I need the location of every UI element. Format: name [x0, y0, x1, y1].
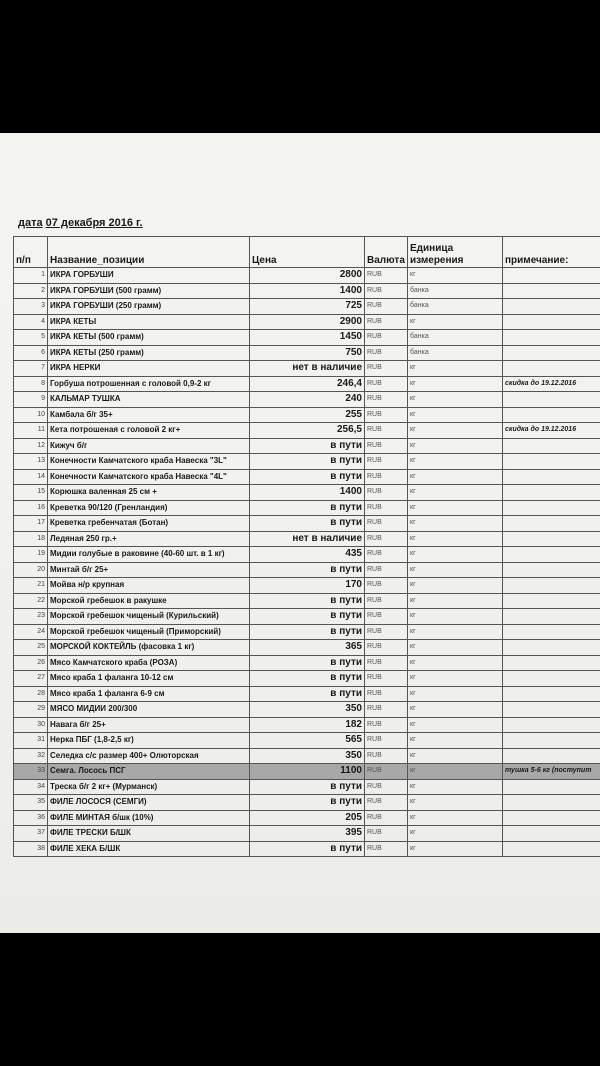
- table-row: [14, 454, 600, 470]
- item-unit: кг: [408, 609, 503, 625]
- item-unit: кг: [408, 438, 503, 454]
- item-currency: RUB: [365, 361, 408, 377]
- row-number: 12: [14, 438, 48, 454]
- item-note: [503, 454, 600, 470]
- item-name: ИКРА НЕРКИ: [48, 361, 250, 377]
- row-number: 17: [14, 516, 48, 532]
- table-row: [14, 640, 600, 656]
- item-name: ФИЛЕ МИНТАЯ б/шк (10%): [48, 810, 250, 826]
- item-price: 256,5: [250, 423, 365, 439]
- row-number: 14: [14, 469, 48, 485]
- item-price: 365: [250, 640, 365, 656]
- item-unit: кг: [408, 423, 503, 439]
- item-note: [503, 314, 600, 330]
- table-row: [14, 562, 600, 578]
- item-currency: RUB: [365, 407, 408, 423]
- row-number: 13: [14, 454, 48, 470]
- date-line: [18, 217, 143, 229]
- item-price: 1450: [250, 330, 365, 346]
- table-row: [14, 779, 600, 795]
- item-name: Мойва н/р крупная: [48, 578, 250, 594]
- item-price: в пути: [250, 562, 365, 578]
- item-name: Навага б/г 25+: [48, 717, 250, 733]
- item-note: [503, 655, 600, 671]
- item-price: 750: [250, 345, 365, 361]
- table-row: [14, 826, 600, 842]
- item-price: 1400: [250, 283, 365, 299]
- item-unit: кг: [408, 500, 503, 516]
- item-currency: RUB: [365, 764, 408, 780]
- item-price: 246,4: [250, 376, 365, 392]
- item-price: в пути: [250, 779, 365, 795]
- row-number: 5: [14, 330, 48, 346]
- item-unit: кг: [408, 671, 503, 687]
- item-price: 205: [250, 810, 365, 826]
- item-price: 350: [250, 748, 365, 764]
- item-unit: кг: [408, 547, 503, 563]
- item-price: в пути: [250, 655, 365, 671]
- item-name: Морской гребешок чищеный (Приморский): [48, 624, 250, 640]
- item-name: ФИЛЕ ТРЕСКИ Б/ШК: [48, 826, 250, 842]
- item-name: ФИЛЕ ХЕКА Б/ШК: [48, 841, 250, 857]
- row-number: 34: [14, 779, 48, 795]
- item-name: Мясо краба 1 фаланга 10-12 см: [48, 671, 250, 687]
- item-unit: кг: [408, 376, 503, 392]
- item-name: Морской гребешок чищеный (Курильский): [48, 609, 250, 625]
- item-name: Камбала б/г 35+: [48, 407, 250, 423]
- item-price: в пути: [250, 609, 365, 625]
- item-unit: кг: [408, 578, 503, 594]
- row-number: 22: [14, 593, 48, 609]
- row-number: 29: [14, 702, 48, 718]
- item-note: [503, 810, 600, 826]
- table-row: [14, 702, 600, 718]
- header-price: Цена: [250, 237, 365, 268]
- item-currency: RUB: [365, 686, 408, 702]
- item-currency: RUB: [365, 392, 408, 408]
- item-note: [503, 671, 600, 687]
- item-currency: RUB: [365, 516, 408, 532]
- item-note: [503, 795, 600, 811]
- table-row: [14, 593, 600, 609]
- item-currency: RUB: [365, 733, 408, 749]
- item-note: [503, 733, 600, 749]
- item-unit: кг: [408, 593, 503, 609]
- item-currency: RUB: [365, 469, 408, 485]
- item-unit: кг: [408, 717, 503, 733]
- item-unit: кг: [408, 531, 503, 547]
- row-number: 20: [14, 562, 48, 578]
- paper-sheet: [0, 133, 600, 933]
- item-price: 170: [250, 578, 365, 594]
- item-currency: RUB: [365, 345, 408, 361]
- item-note: [503, 779, 600, 795]
- row-number: 38: [14, 841, 48, 857]
- item-currency: RUB: [365, 609, 408, 625]
- table-row: [14, 361, 600, 377]
- item-currency: RUB: [365, 826, 408, 842]
- item-unit: кг: [408, 795, 503, 811]
- table-row: [14, 671, 600, 687]
- item-note: [503, 330, 600, 346]
- item-note: тушка 5-6 кг (поступит: [503, 764, 600, 780]
- row-number: 35: [14, 795, 48, 811]
- item-currency: RUB: [365, 562, 408, 578]
- item-unit: кг: [408, 733, 503, 749]
- item-price: 435: [250, 547, 365, 563]
- item-currency: RUB: [365, 655, 408, 671]
- item-unit: кг: [408, 469, 503, 485]
- item-unit: кг: [408, 407, 503, 423]
- item-currency: RUB: [365, 531, 408, 547]
- item-note: [503, 299, 600, 315]
- table-row: [14, 283, 600, 299]
- row-number: 9: [14, 392, 48, 408]
- header-number: п/п: [14, 237, 48, 268]
- table-row: [14, 655, 600, 671]
- item-unit: кг: [408, 764, 503, 780]
- date-value: 07 декабря 2016 г.: [45, 217, 143, 229]
- item-currency: RUB: [365, 376, 408, 392]
- item-currency: RUB: [365, 640, 408, 656]
- row-number: 19: [14, 547, 48, 563]
- item-price: в пути: [250, 686, 365, 702]
- item-name: Кета потрошеная с головой 2 кг+: [48, 423, 250, 439]
- item-price: в пути: [250, 516, 365, 532]
- table-row: [14, 531, 600, 547]
- item-currency: RUB: [365, 624, 408, 640]
- row-number: 30: [14, 717, 48, 733]
- row-number: 4: [14, 314, 48, 330]
- item-name: Конечности Камчатского краба Навеска "3L": [48, 454, 250, 470]
- item-name: МОРСКОЙ КОКТЕЙЛЬ (фасовка 1 кг): [48, 640, 250, 656]
- header-note: примечание:: [503, 237, 600, 268]
- row-number: 15: [14, 485, 48, 501]
- table-row: [14, 314, 600, 330]
- item-note: [503, 531, 600, 547]
- item-price: 350: [250, 702, 365, 718]
- table-row: [14, 547, 600, 563]
- item-name: Горбуша потрошенная с головой 0,9-2 кг: [48, 376, 250, 392]
- item-currency: RUB: [365, 314, 408, 330]
- item-price: в пути: [250, 454, 365, 470]
- date-label: дата: [18, 217, 43, 229]
- item-unit: кг: [408, 268, 503, 284]
- item-currency: RUB: [365, 438, 408, 454]
- row-number: 7: [14, 361, 48, 377]
- item-currency: RUB: [365, 500, 408, 516]
- table-row: [14, 733, 600, 749]
- table-body: [14, 268, 600, 857]
- table-row: [14, 578, 600, 594]
- item-note: [503, 748, 600, 764]
- row-number: 8: [14, 376, 48, 392]
- table-row: [14, 516, 600, 532]
- table-row: [14, 299, 600, 315]
- item-currency: RUB: [365, 454, 408, 470]
- item-note: [503, 268, 600, 284]
- item-name: ИКРА КЕТЫ (500 грамм): [48, 330, 250, 346]
- item-unit: кг: [408, 361, 503, 377]
- item-note: [503, 702, 600, 718]
- item-name: Нерка ПБГ (1,8-2,5 кг): [48, 733, 250, 749]
- item-name: ИКРА КЕТЫ (250 грамм): [48, 345, 250, 361]
- row-number: 28: [14, 686, 48, 702]
- item-price: 240: [250, 392, 365, 408]
- item-unit: банка: [408, 345, 503, 361]
- table-row: [14, 686, 600, 702]
- row-number: 33: [14, 764, 48, 780]
- item-price: нет в наличие: [250, 531, 365, 547]
- item-name: МЯСО МИДИИ 200/300: [48, 702, 250, 718]
- item-unit: кг: [408, 562, 503, 578]
- table-row: [14, 841, 600, 857]
- item-price: 182: [250, 717, 365, 733]
- item-name: Морской гребешок в ракушке: [48, 593, 250, 609]
- item-name: КАЛЬМАР ТУШКА: [48, 392, 250, 408]
- item-note: [503, 640, 600, 656]
- item-currency: RUB: [365, 841, 408, 857]
- item-note: [503, 438, 600, 454]
- item-price: 725: [250, 299, 365, 315]
- item-price: в пути: [250, 500, 365, 516]
- table-row: [14, 345, 600, 361]
- item-price: 395: [250, 826, 365, 842]
- item-currency: RUB: [365, 485, 408, 501]
- row-number: 2: [14, 283, 48, 299]
- item-name: ИКРА КЕТЫ: [48, 314, 250, 330]
- table-row: [14, 717, 600, 733]
- item-name: Мясо Камчатского краба (РОЗА): [48, 655, 250, 671]
- row-number: 25: [14, 640, 48, 656]
- item-note: [503, 717, 600, 733]
- item-name: Мидии голубые в раковине (40-60 шт. в 1 кг): [48, 547, 250, 563]
- item-unit: кг: [408, 702, 503, 718]
- item-currency: RUB: [365, 330, 408, 346]
- row-number: 16: [14, 500, 48, 516]
- row-number: 21: [14, 578, 48, 594]
- item-price: в пути: [250, 671, 365, 687]
- item-price: 1400: [250, 485, 365, 501]
- row-number: 18: [14, 531, 48, 547]
- row-number: 6: [14, 345, 48, 361]
- item-currency: RUB: [365, 547, 408, 563]
- item-name: Корюшка валенная 25 см +: [48, 485, 250, 501]
- table-row: [14, 469, 600, 485]
- item-name: Конечности Камчатского краба Навеска "4L": [48, 469, 250, 485]
- item-name: Селедка с/с размер 400+ Олюторская: [48, 748, 250, 764]
- table-row: [14, 438, 600, 454]
- item-currency: RUB: [365, 671, 408, 687]
- item-note: [503, 361, 600, 377]
- item-currency: RUB: [365, 283, 408, 299]
- item-price: 255: [250, 407, 365, 423]
- row-number: 23: [14, 609, 48, 625]
- item-unit: кг: [408, 392, 503, 408]
- item-unit: кг: [408, 841, 503, 857]
- header-unit: Единица измерения: [408, 237, 503, 268]
- item-name: Креветка гребенчатая (Ботан): [48, 516, 250, 532]
- item-name: Мясо краба 1 фаланга 6-9 см: [48, 686, 250, 702]
- item-note: [503, 624, 600, 640]
- row-number: 27: [14, 671, 48, 687]
- item-unit: кг: [408, 826, 503, 842]
- table-row: [14, 810, 600, 826]
- item-price: в пути: [250, 841, 365, 857]
- item-unit: банка: [408, 283, 503, 299]
- table-row: [14, 407, 600, 423]
- header-currency: Валюта: [365, 237, 408, 268]
- item-price: нет в наличие: [250, 361, 365, 377]
- item-price: в пути: [250, 469, 365, 485]
- item-currency: RUB: [365, 268, 408, 284]
- row-number: 24: [14, 624, 48, 640]
- item-note: [503, 578, 600, 594]
- item-currency: RUB: [365, 779, 408, 795]
- item-price: 2800: [250, 268, 365, 284]
- item-note: скидка до 19.12.2016: [503, 376, 600, 392]
- item-unit: кг: [408, 748, 503, 764]
- table-row: [14, 376, 600, 392]
- item-name: ФИЛЕ ЛОСОСЯ (СЕМГИ): [48, 795, 250, 811]
- item-unit: кг: [408, 454, 503, 470]
- item-note: [503, 593, 600, 609]
- item-note: [503, 283, 600, 299]
- table-row: [14, 500, 600, 516]
- item-note: скидка до 19.12.2016: [503, 423, 600, 439]
- row-number: 37: [14, 826, 48, 842]
- item-unit: кг: [408, 810, 503, 826]
- item-note: [503, 841, 600, 857]
- item-unit: кг: [408, 640, 503, 656]
- item-name: Кижуч б/г: [48, 438, 250, 454]
- item-currency: RUB: [365, 795, 408, 811]
- item-price: в пути: [250, 624, 365, 640]
- row-number: 32: [14, 748, 48, 764]
- item-note: [503, 469, 600, 485]
- table-row: [14, 624, 600, 640]
- item-note: [503, 485, 600, 501]
- price-table: [13, 236, 600, 857]
- item-currency: RUB: [365, 748, 408, 764]
- item-price: в пути: [250, 438, 365, 454]
- item-price: 2900: [250, 314, 365, 330]
- item-note: [503, 407, 600, 423]
- table-row: [14, 795, 600, 811]
- table-row: [14, 392, 600, 408]
- item-unit: кг: [408, 624, 503, 640]
- item-name: ИКРА ГОРБУШИ (250 грамм): [48, 299, 250, 315]
- item-name: Семга. Лосось ПСГ: [48, 764, 250, 780]
- item-note: [503, 562, 600, 578]
- item-unit: банка: [408, 299, 503, 315]
- item-note: [503, 516, 600, 532]
- table-header: [14, 237, 600, 268]
- item-note: [503, 609, 600, 625]
- item-note: [503, 500, 600, 516]
- item-note: [503, 826, 600, 842]
- item-unit: банка: [408, 330, 503, 346]
- row-number: 26: [14, 655, 48, 671]
- item-note: [503, 686, 600, 702]
- item-name: Минтай б/г 25+: [48, 562, 250, 578]
- item-name: ИКРА ГОРБУШИ (500 грамм): [48, 283, 250, 299]
- item-price: в пути: [250, 795, 365, 811]
- row-number: 11: [14, 423, 48, 439]
- table-row: [14, 423, 600, 439]
- table-row: [14, 609, 600, 625]
- table-row: [14, 268, 600, 284]
- row-number: 1: [14, 268, 48, 284]
- item-name: Ледяная 250 гр.+: [48, 531, 250, 547]
- row-number: 3: [14, 299, 48, 315]
- item-unit: кг: [408, 655, 503, 671]
- item-currency: RUB: [365, 810, 408, 826]
- item-note: [503, 345, 600, 361]
- item-currency: RUB: [365, 702, 408, 718]
- item-price: 1100: [250, 764, 365, 780]
- item-unit: кг: [408, 516, 503, 532]
- item-unit: кг: [408, 686, 503, 702]
- header-name: Название_позиции: [48, 237, 250, 268]
- table-row: [14, 330, 600, 346]
- item-currency: RUB: [365, 717, 408, 733]
- table-row: [14, 748, 600, 764]
- item-unit: кг: [408, 779, 503, 795]
- item-unit: кг: [408, 485, 503, 501]
- item-currency: RUB: [365, 299, 408, 315]
- item-price: 565: [250, 733, 365, 749]
- item-name: Креветка 90/120 (Гренландия): [48, 500, 250, 516]
- row-number: 36: [14, 810, 48, 826]
- item-note: [503, 392, 600, 408]
- item-unit: кг: [408, 314, 503, 330]
- item-note: [503, 547, 600, 563]
- item-currency: RUB: [365, 593, 408, 609]
- row-number: 31: [14, 733, 48, 749]
- table-row: [14, 485, 600, 501]
- item-name: Треска б/г 2 кг+ (Мурманск): [48, 779, 250, 795]
- item-currency: RUB: [365, 423, 408, 439]
- row-number: 10: [14, 407, 48, 423]
- item-price: в пути: [250, 593, 365, 609]
- item-name: ИКРА ГОРБУШИ: [48, 268, 250, 284]
- item-currency: RUB: [365, 578, 408, 594]
- table-row: [14, 764, 600, 780]
